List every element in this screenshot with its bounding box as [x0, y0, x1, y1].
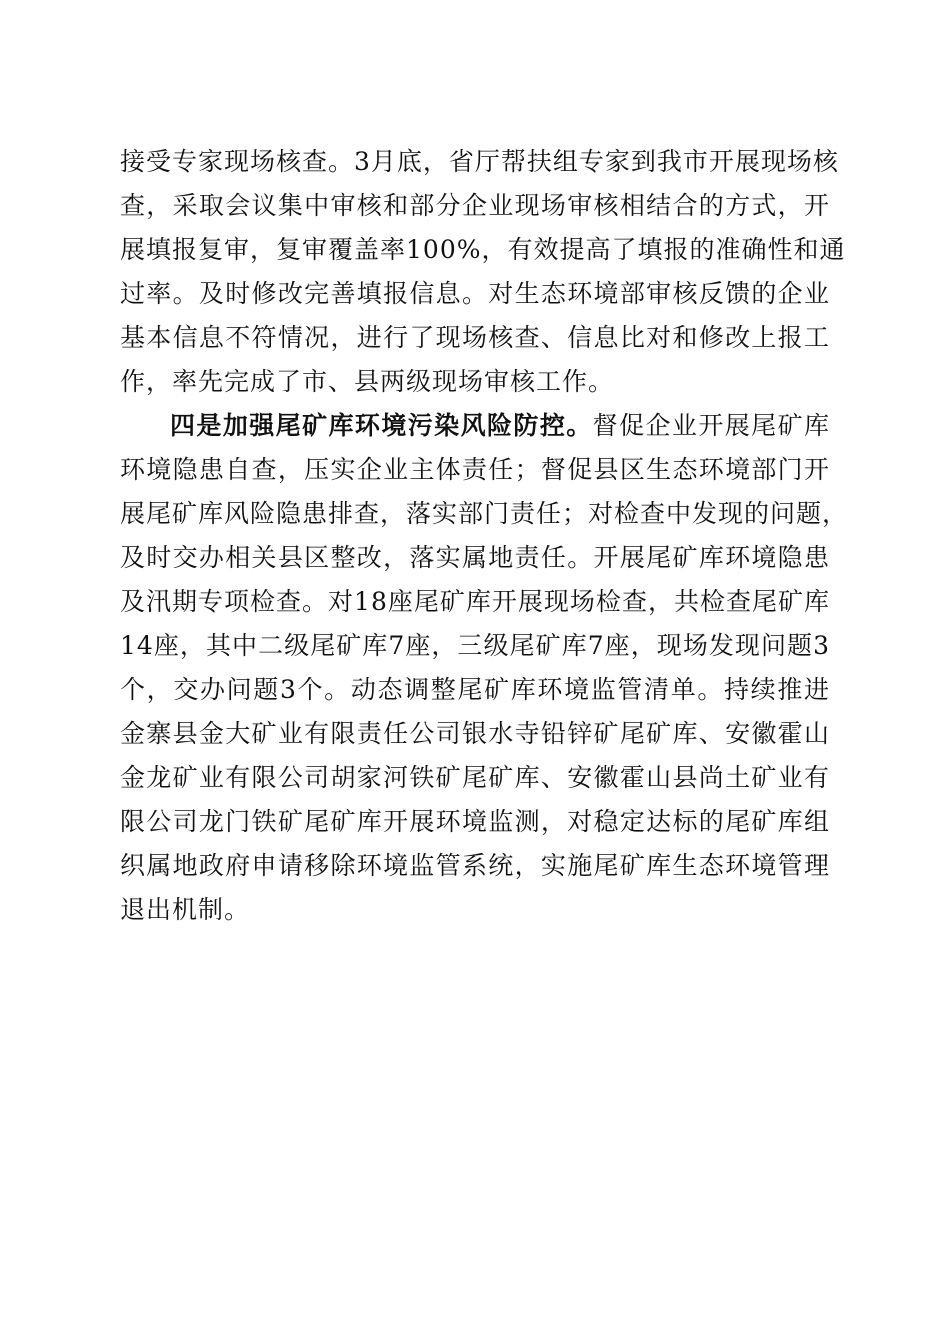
paragraph-review — [120, 140, 846, 404]
text-line: 金寨县金大矿业有限责任公司银水寺铅锌矿尾矿库、安徽霍山 — [120, 719, 830, 748]
paragraph-heading: 四是加强尾矿库环境污染风险防控。 — [170, 411, 593, 440]
body-text — [120, 140, 849, 932]
text-line: 接受专家现场核查。3月底，省厅帮扶组专家到我市开展现场核 — [120, 147, 839, 176]
text-line: 展填报复审，复审覆盖率100%，有效提高了填报的准确性和通 — [120, 235, 846, 264]
text-line: 金龙矿业有限公司胡家河铁矿尾矿库、安徽霍山县尚土矿业有 — [120, 763, 830, 792]
text-line: 织属地政府申请移除环境监管系统，实施尾矿库生态环境管理 — [120, 851, 830, 880]
text-line-rest: 督促企业开展尾矿库 — [592, 411, 830, 440]
text-line: 基本信息不符情况，进行了现场核查、信息比对和修改上报工 — [120, 323, 830, 352]
text-line: 及汛期专项检查。对18座尾矿库开展现场检查，共检查尾矿库 — [120, 587, 830, 616]
text-line: 退出机制。 — [120, 895, 251, 924]
text-line: 展尾矿库风险隐患排查，落实部门责任；对检查中发现的问题， — [120, 499, 849, 528]
text-line-first — [120, 404, 830, 448]
text-line: 过率。及时修改完善填报信息。对生态环境部审核反馈的企业 — [120, 279, 830, 308]
text-line: 及时交办相关县区整改，落实属地责任。开展尾矿库环境隐患 — [120, 543, 830, 572]
text-line: 作，率先完成了市、县两级现场审核工作。 — [120, 367, 615, 396]
text-line: 个，交办问题3个。动态调整尾矿库环境监管清单。持续推进 — [120, 675, 830, 704]
paragraph-tailings-risk — [120, 404, 849, 932]
text-line: 限公司龙门铁矿尾矿库开展环境监测，对稳定达标的尾矿库组 — [120, 807, 830, 836]
text-line: 环境隐患自查，压实企业主体责任；督促县区生态环境部门开 — [120, 455, 830, 484]
text-line: 14座，其中二级尾矿库7座，三级尾矿库7座，现场发现问题3 — [120, 631, 830, 660]
text-line: 查，采取会议集中审核和部分企业现场审核相结合的方式，开 — [120, 191, 830, 220]
